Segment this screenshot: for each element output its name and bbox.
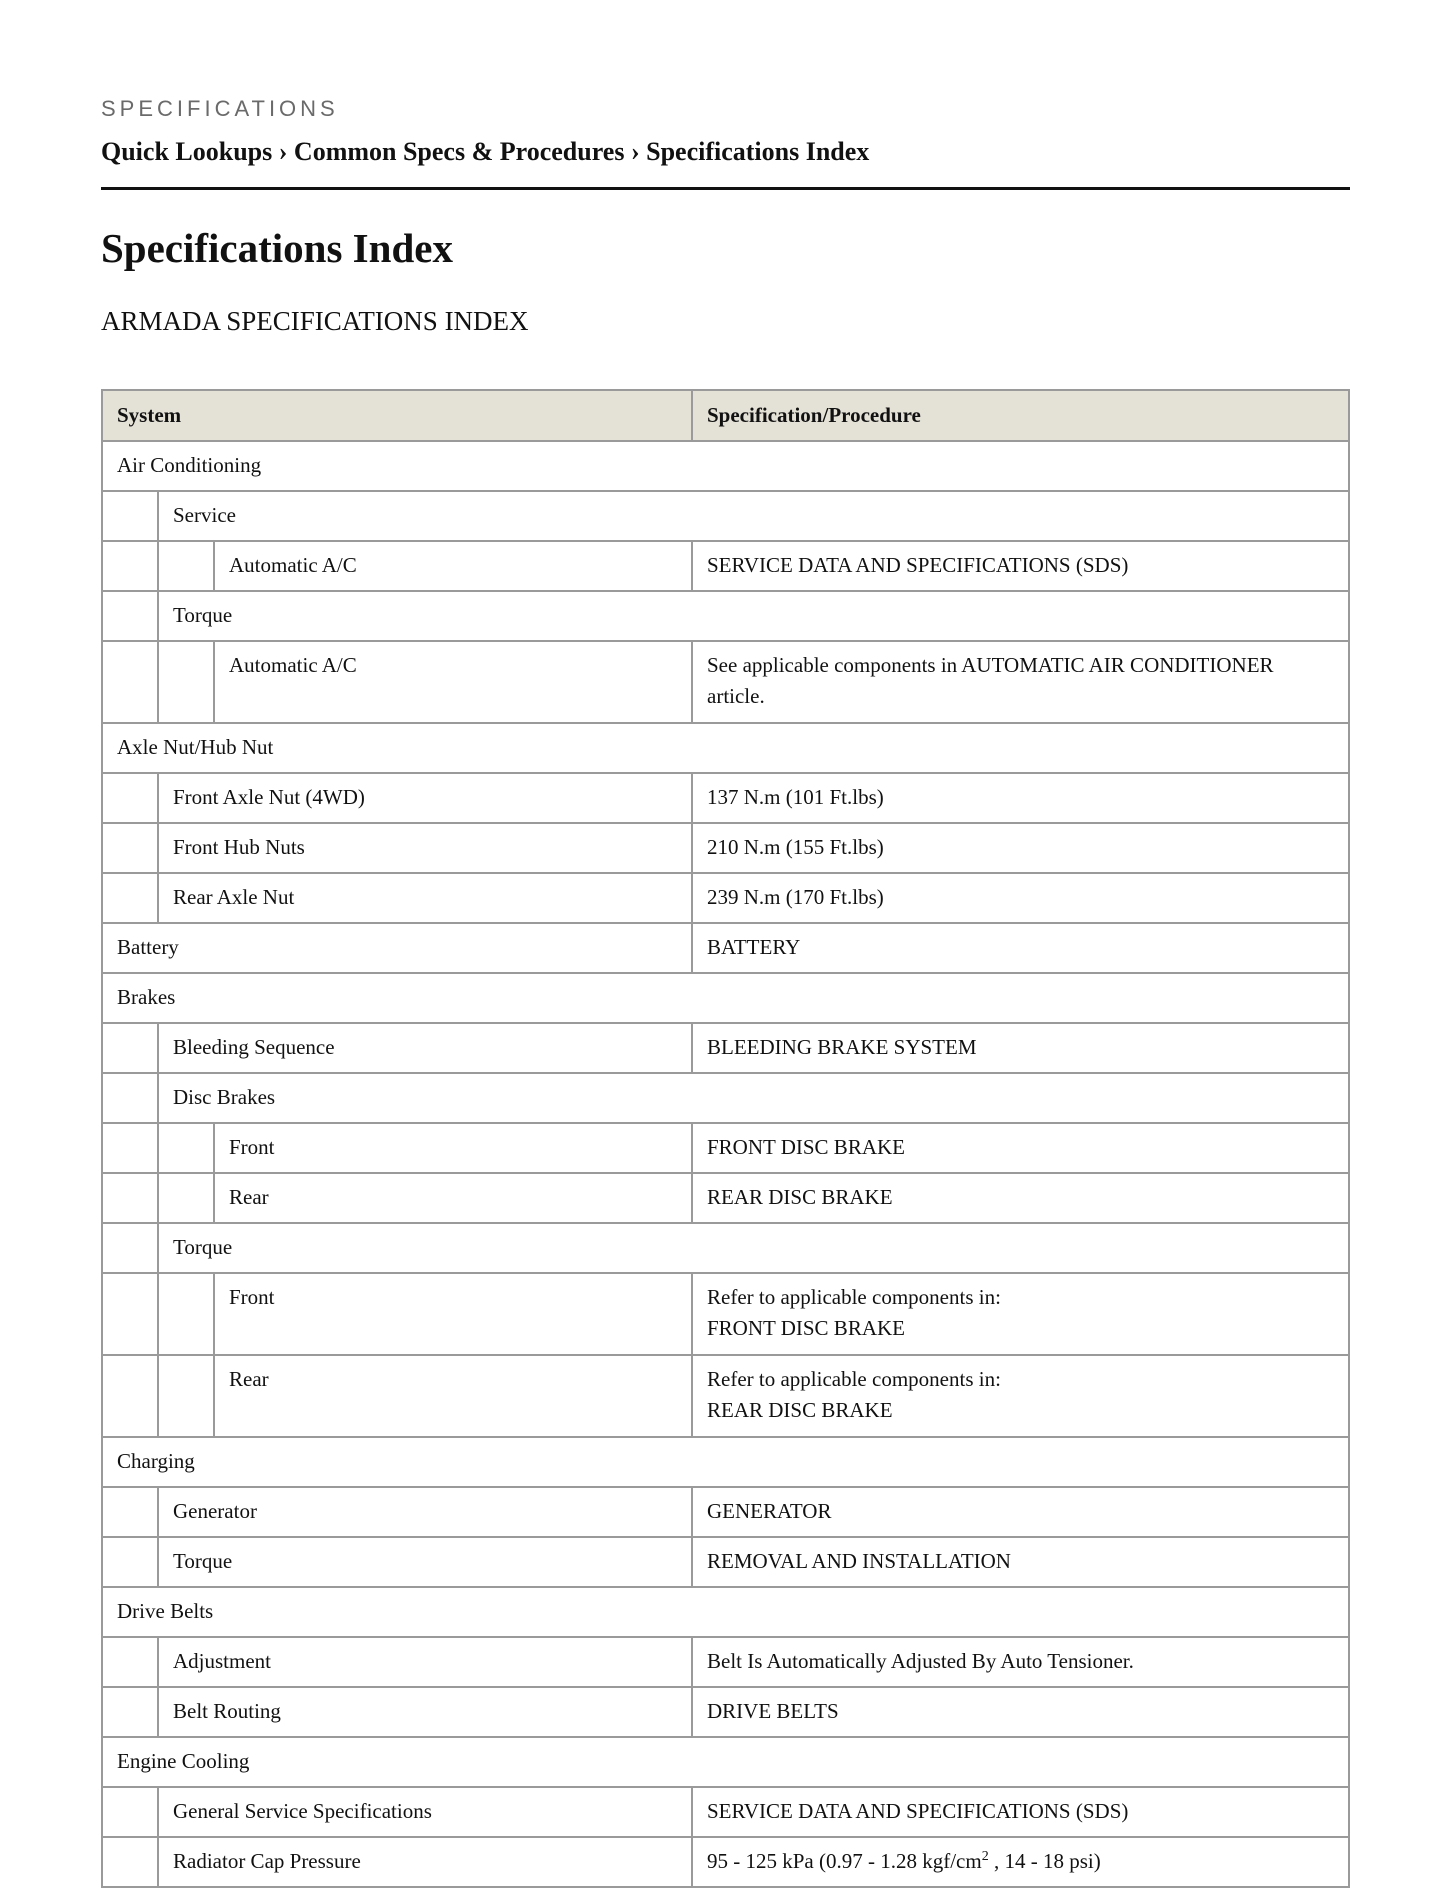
system-group-cell: Battery [102, 923, 692, 973]
spec-cell [692, 1355, 1349, 1437]
indent-cell [102, 1273, 158, 1355]
indent-cell [102, 773, 158, 823]
spec-cell: See applicable components in AUTOMATIC AIR CONDITIONER article. [692, 641, 1349, 723]
system-cell: Torque [158, 1223, 1349, 1273]
indent-cell [158, 1173, 214, 1223]
table-row [102, 541, 1349, 591]
table-header-row [102, 390, 1349, 441]
system-cell: Front Axle Nut (4WD) [158, 773, 692, 823]
indent-cell [102, 541, 158, 591]
spec-cell: FRONT DISC BRAKE [692, 1123, 1349, 1173]
spec-cell: 210 N.m (155 Ft.lbs) [692, 823, 1349, 873]
spec-cell [692, 1273, 1349, 1355]
table-row [102, 873, 1349, 923]
system-cell: Torque [158, 591, 1349, 641]
system-cell: Front [214, 1273, 692, 1355]
system-cell: Belt Routing [158, 1687, 692, 1737]
spec-cell: BATTERY [692, 923, 1349, 973]
table-row [102, 823, 1349, 873]
system-cell: Rear [214, 1355, 692, 1437]
table-row [102, 1123, 1349, 1173]
table-row [102, 491, 1349, 541]
spec-cell: SERVICE DATA AND SPECIFICATIONS (SDS) [692, 541, 1349, 591]
indent-cell [102, 873, 158, 923]
section-label: SPECIFICATIONS [101, 96, 339, 121]
indent-cell [158, 1355, 214, 1437]
column-header-system: System [102, 390, 692, 441]
indent-cell [158, 541, 214, 591]
indent-cell [102, 1687, 158, 1737]
indent-cell [102, 1637, 158, 1687]
table-row [102, 1073, 1349, 1123]
indent-cell [102, 1073, 158, 1123]
system-cell: Bleeding Sequence [158, 1023, 692, 1073]
spec-line: Refer to applicable components in: [707, 1367, 1001, 1391]
system-cell: Rear [214, 1173, 692, 1223]
spec-cell: SERVICE DATA AND SPECIFICATIONS (SDS) [692, 1787, 1349, 1837]
breadcrumb-current: Specifications Index [646, 137, 870, 166]
table-row [102, 1173, 1349, 1223]
system-cell: Service [158, 491, 1349, 541]
spec-cell [692, 1837, 1349, 1887]
indent-cell [158, 1123, 214, 1173]
system-group-cell: Charging [102, 1437, 1349, 1487]
spec-cell: DRIVE BELTS [692, 1687, 1349, 1737]
table-row [102, 1787, 1349, 1837]
indent-cell [102, 823, 158, 873]
spec-text: 95 - 125 kPa (0.97 - 1.28 kgf/cm [707, 1849, 982, 1873]
breadcrumb [101, 137, 869, 167]
breadcrumb-separator: › [278, 137, 288, 166]
indent-cell [102, 1173, 158, 1223]
system-cell: Automatic A/C [214, 641, 692, 723]
table-row [102, 773, 1349, 823]
system-cell: Front [214, 1123, 692, 1173]
breadcrumb-quick-lookups[interactable]: Quick Lookups [101, 137, 273, 166]
system-cell: Disc Brakes [158, 1073, 1349, 1123]
spec-line: Refer to applicable components in: [707, 1285, 1001, 1309]
indent-cell [158, 1273, 214, 1355]
table-row [102, 1355, 1349, 1437]
system-cell: Radiator Cap Pressure [158, 1837, 692, 1887]
specifications-table [101, 389, 1350, 1888]
indent-cell [102, 1787, 158, 1837]
indent-cell [158, 641, 214, 723]
table-row [102, 1637, 1349, 1687]
table-row [102, 1737, 1349, 1787]
system-group-cell: Drive Belts [102, 1587, 1349, 1637]
superscript: 2 [981, 1849, 989, 1864]
spec-cell: GENERATOR [692, 1487, 1349, 1537]
system-group-cell: Air Conditioning [102, 441, 1349, 491]
system-group-cell: Engine Cooling [102, 1737, 1349, 1787]
table-row [102, 1487, 1349, 1537]
indent-cell [102, 1537, 158, 1587]
spec-line: FRONT DISC BRAKE [707, 1316, 905, 1340]
table-row [102, 591, 1349, 641]
system-cell: Front Hub Nuts [158, 823, 692, 873]
spec-cell: 239 N.m (170 Ft.lbs) [692, 873, 1349, 923]
indent-cell [102, 1023, 158, 1073]
indent-cell [102, 1223, 158, 1273]
table-row [102, 973, 1349, 1023]
indent-cell [102, 1123, 158, 1173]
spec-cell: BLEEDING BRAKE SYSTEM [692, 1023, 1349, 1073]
table-row [102, 1273, 1349, 1355]
system-cell: Generator [158, 1487, 692, 1537]
table-row [102, 1023, 1349, 1073]
table-row [102, 1437, 1349, 1487]
spec-cell: Belt Is Automatically Adjusted By Auto Tensioner. [692, 1637, 1349, 1687]
page-subtitle: ARMADA SPECIFICATIONS INDEX [101, 306, 529, 336]
table-row [102, 1837, 1349, 1887]
header-divider [101, 187, 1350, 190]
table-row [102, 1537, 1349, 1587]
table-body [102, 441, 1349, 1887]
table-row [102, 1687, 1349, 1737]
table-row [102, 1223, 1349, 1273]
table-row [102, 441, 1349, 491]
system-cell: Torque [158, 1537, 692, 1587]
spec-cell: REMOVAL AND INSTALLATION [692, 1537, 1349, 1587]
column-header-spec: Specification/Procedure [692, 390, 1349, 441]
system-cell: General Service Specifications [158, 1787, 692, 1837]
breadcrumb-separator: › [630, 137, 640, 166]
indent-cell [102, 1837, 158, 1887]
spec-text: , 14 - 18 psi) [988, 1849, 1101, 1873]
indent-cell [102, 591, 158, 641]
table-row [102, 923, 1349, 973]
breadcrumb-common-specs[interactable]: Common Specs & Procedures [293, 137, 625, 166]
system-group-cell: Axle Nut/Hub Nut [102, 723, 1349, 773]
system-group-cell: Brakes [102, 973, 1349, 1023]
indent-cell [102, 1355, 158, 1437]
table-row [102, 723, 1349, 773]
spec-line: REAR DISC BRAKE [707, 1398, 893, 1422]
indent-cell [102, 641, 158, 723]
page-title: Specifications Index [101, 225, 453, 271]
table-row [102, 1587, 1349, 1637]
table-row [102, 641, 1349, 723]
system-cell: Rear Axle Nut [158, 873, 692, 923]
system-cell: Automatic A/C [214, 541, 692, 591]
spec-cell: REAR DISC BRAKE [692, 1173, 1349, 1223]
indent-cell [102, 491, 158, 541]
indent-cell [102, 1487, 158, 1537]
system-cell: Adjustment [158, 1637, 692, 1687]
spec-cell: 137 N.m (101 Ft.lbs) [692, 773, 1349, 823]
